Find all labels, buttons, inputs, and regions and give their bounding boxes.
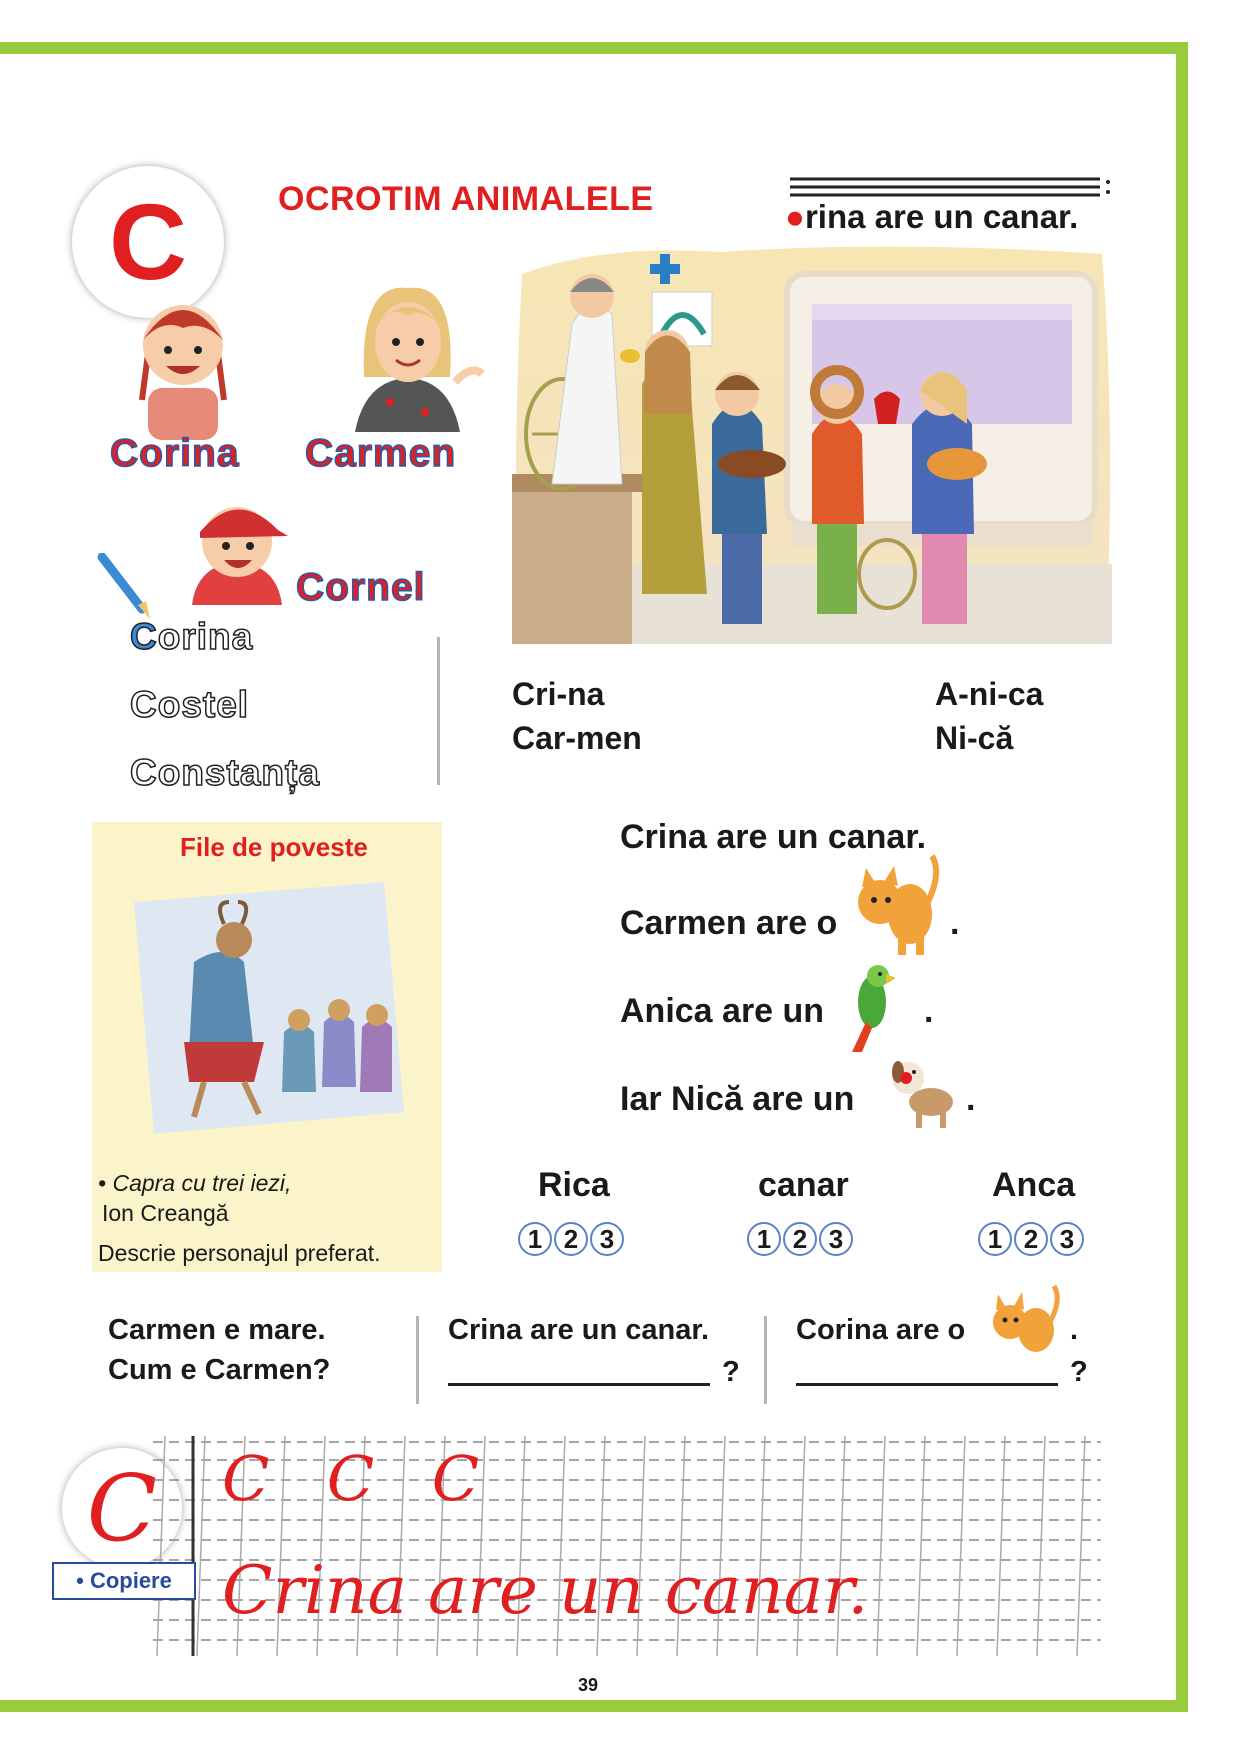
goat-and-kids-illustration	[134, 882, 412, 1134]
syllable-option-2[interactable]: 2	[783, 1222, 817, 1256]
syllable-option-1[interactable]: 1	[978, 1222, 1012, 1256]
reading-line-3-period: .	[924, 992, 934, 1030]
story-book-title-text: Capra cu trei iezi,	[112, 1170, 292, 1196]
syllable-option-1[interactable]: 1	[518, 1222, 552, 1256]
question-3-period: .	[1070, 1314, 1079, 1346]
name-cornel: Cornel	[296, 566, 426, 609]
cat-icon	[850, 852, 940, 957]
cat-icon	[984, 1282, 1064, 1362]
divider-vertical	[437, 637, 440, 785]
syllable-option-3[interactable]: 3	[590, 1222, 624, 1256]
page-title: OCROTIM ANIMALELE	[278, 180, 654, 218]
cursive-letter-badge-text: C	[86, 1454, 158, 1562]
syllable-option-3[interactable]: 3	[1050, 1222, 1084, 1256]
girl-carmen-illustration	[350, 282, 490, 432]
syllable-option-2[interactable]: 2	[1014, 1222, 1048, 1256]
copy-label: • Copiere	[52, 1562, 196, 1600]
reading-line-4-period: .	[966, 1080, 976, 1118]
syllable-choice-1[interactable]	[518, 1222, 624, 1256]
page-frame-right	[1176, 42, 1188, 1712]
question-1-line-2: Cum e Carmen?	[108, 1354, 331, 1386]
divider-vertical	[764, 1316, 767, 1404]
syllable-option-2[interactable]: 2	[554, 1222, 588, 1256]
page-frame-top	[0, 42, 1188, 54]
missing-letter-end: .	[1069, 198, 1079, 235]
cursive-letters: C C C	[222, 1442, 486, 1515]
syllable-right-1: A-ni-ca	[935, 676, 1044, 712]
story-box	[92, 822, 442, 1272]
page-frame-bottom	[0, 1700, 1188, 1712]
question-3-line-1: Corina are o	[796, 1314, 966, 1346]
pencil-icon	[96, 553, 156, 623]
page-number: 39	[578, 1675, 599, 1695]
girl-corina-illustration	[128, 290, 238, 440]
tracing-name-3-text: Constanța	[130, 752, 320, 793]
cursive-sentence: Crina are un canar.	[222, 1552, 869, 1629]
syllable-option-3[interactable]: 3	[819, 1222, 853, 1256]
story-heading: File de poveste	[180, 832, 368, 862]
story-book-title	[98, 1170, 291, 1197]
tracing-name-3	[130, 752, 320, 794]
tracing-name-2	[130, 684, 249, 726]
missing-letter-sentence	[785, 198, 1078, 236]
name-carmen: Carmen	[305, 432, 457, 475]
syllable-left-1: Cri-na	[512, 676, 605, 712]
missing-letter-text: rina are un canar	[804, 198, 1070, 235]
question-1-line-1: Carmen e mare.	[108, 1314, 326, 1346]
syllable-option-1[interactable]: 1	[747, 1222, 781, 1256]
reading-line-2-period: .	[950, 904, 960, 942]
answer-lines	[790, 176, 1120, 198]
question-3-mark: ?	[1070, 1356, 1088, 1388]
tracing-name-1-rest: orina	[157, 616, 254, 657]
dog-icon	[886, 1050, 958, 1130]
name-corina: Corina	[110, 432, 240, 475]
reading-line-2: Carmen are o	[620, 904, 838, 942]
syllable-choice-3[interactable]	[978, 1222, 1084, 1256]
syllable-word-3: Anca	[992, 1166, 1076, 1204]
syllable-left-2: Car-men	[512, 720, 642, 756]
syllable-choice-2[interactable]	[747, 1222, 853, 1256]
reading-line-1: Crina are un canar.	[620, 818, 927, 856]
vet-clinic-illustration	[512, 234, 1120, 644]
story-author: Ion Creangă	[102, 1200, 229, 1226]
boy-cornel-illustration	[182, 490, 292, 605]
question-2-line-1: Crina are un canar.	[448, 1314, 710, 1346]
syllable-word-2: canar	[758, 1166, 849, 1204]
tracing-name-1	[130, 616, 253, 658]
tracing-name-1-cap: C	[130, 616, 158, 657]
parrot-icon	[842, 962, 902, 1054]
reading-line-3: Anica are un	[620, 992, 825, 1030]
reading-line-4: Iar Nică are un	[620, 1080, 855, 1118]
missing-letter-dot: ●	[785, 198, 805, 235]
syllable-right-2: Ni-că	[935, 720, 1014, 756]
story-task: Descrie personajul preferat.	[98, 1240, 381, 1266]
question-2-mark: ?	[722, 1356, 740, 1388]
syllable-word-1: Rica	[538, 1166, 610, 1204]
divider-vertical	[416, 1316, 419, 1404]
answer-line-3[interactable]	[796, 1383, 1058, 1386]
answer-line-2[interactable]	[448, 1383, 710, 1386]
tracing-name-2-text: Costel	[130, 684, 250, 725]
letter-badge-text: C	[109, 181, 187, 302]
story-bullet: •	[98, 1170, 113, 1196]
